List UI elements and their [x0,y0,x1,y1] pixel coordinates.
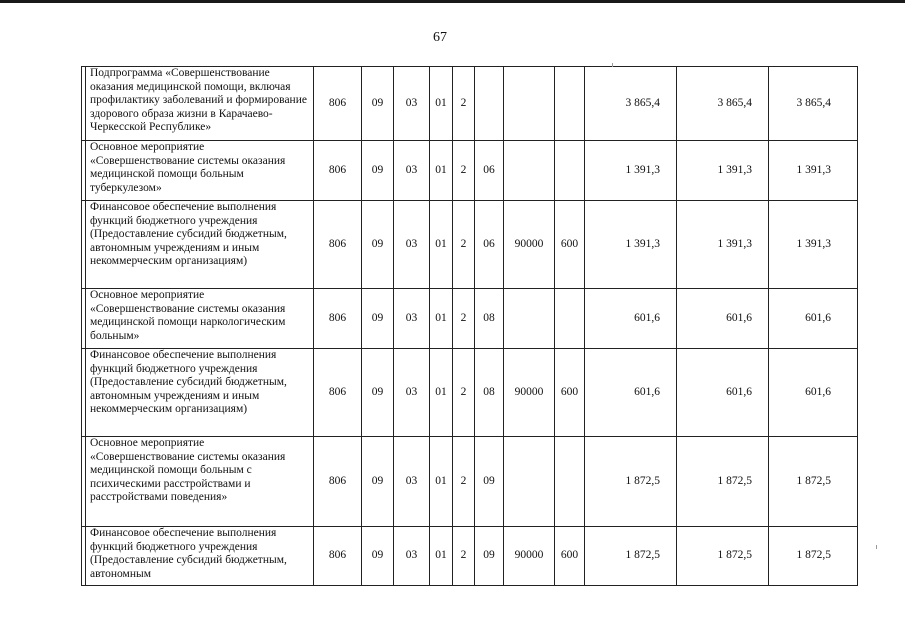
amount-year-3-cell: 1 872,5 [769,437,858,527]
page-number: 67 [433,30,447,45]
amount-year-3-cell: 601,6 [769,349,858,437]
program-code-cell: 01 [430,201,453,289]
amount-year-1-cell: 1 872,5 [585,437,677,527]
amount-year-2-cell: 1 391,3 [677,141,769,201]
ministry-code-cell: 806 [314,527,362,586]
item-name-cell: Финансовое обеспечение выполнения функций бюджетного учреждения (Предоставление субсидий бюджетным, автономным [86,527,314,586]
table-row [82,141,858,201]
table-row [82,349,858,437]
table-row [82,437,858,527]
subprogram-code-cell: 2 [453,67,475,141]
subsection-code-cell: 03 [394,437,430,527]
amount-year-2-cell: 1 872,5 [677,437,769,527]
amount-year-2-cell: 1 872,5 [677,527,769,586]
amount-year-1-cell: 601,6 [585,349,677,437]
direction-code-cell [504,437,555,527]
direction-code-cell: 90000 [504,349,555,437]
direction-code-cell [504,67,555,141]
amount-year-2-cell: 601,6 [677,289,769,349]
subsection-code-cell: 03 [394,527,430,586]
subprogram-code-cell: 2 [453,437,475,527]
amount-year-1-cell: 1 391,3 [585,201,677,289]
program-code-cell: 01 [430,141,453,201]
section-code-cell: 09 [362,141,394,201]
scan-speck [612,63,613,67]
item-name-cell: Финансовое обеспечение выполнения функций бюджетного учреждения (Предоставление субсидий бюджетным, автономным учреждениям и иным некоммерческим организациям) [86,201,314,289]
event-code-cell: 09 [475,527,504,586]
item-name-cell: Основное мероприятие «Совершенствование системы оказания медицинской помощи больным туберкулезом» [86,141,314,201]
event-code-cell: 06 [475,201,504,289]
event-code-cell [475,67,504,141]
table-row [82,201,858,289]
ministry-code-cell: 806 [314,141,362,201]
event-code-cell: 06 [475,141,504,201]
section-code-cell: 09 [362,349,394,437]
amount-year-2-cell: 1 391,3 [677,201,769,289]
amount-year-2-cell: 3 865,4 [677,67,769,141]
expense-type-cell: 600 [555,349,585,437]
subsection-code-cell: 03 [394,67,430,141]
amount-year-3-cell: 601,6 [769,289,858,349]
scan-top-edge [0,0,905,3]
event-code-cell: 09 [475,437,504,527]
section-code-cell: 09 [362,527,394,586]
direction-code-cell: 90000 [504,201,555,289]
program-code-cell: 01 [430,349,453,437]
subsection-code-cell: 03 [394,289,430,349]
ministry-code-cell: 806 [314,67,362,141]
amount-year-1-cell: 1 391,3 [585,141,677,201]
amount-year-1-cell: 3 865,4 [585,67,677,141]
subprogram-code-cell: 2 [453,141,475,201]
subsection-code-cell: 03 [394,349,430,437]
expense-type-cell [555,141,585,201]
expense-type-cell: 600 [555,201,585,289]
section-code-cell: 09 [362,67,394,141]
section-code-cell: 09 [362,437,394,527]
amount-year-3-cell: 1 391,3 [769,141,858,201]
ministry-code-cell: 806 [314,289,362,349]
subsection-code-cell: 03 [394,141,430,201]
expense-type-cell [555,67,585,141]
event-code-cell: 08 [475,349,504,437]
budget-table [81,66,858,586]
direction-code-cell [504,289,555,349]
section-code-cell: 09 [362,289,394,349]
program-code-cell: 01 [430,437,453,527]
table-row [82,289,858,349]
table-row [82,67,858,141]
amount-year-3-cell: 1 391,3 [769,201,858,289]
subprogram-code-cell: 2 [453,289,475,349]
item-name-cell: Финансовое обеспечение выполнения функций бюджетного учреждения (Предоставление субсидий бюджетным, автономным учреждениям и иным некоммерческим организациям) [86,349,314,437]
section-code-cell: 09 [362,201,394,289]
expense-type-cell [555,289,585,349]
amount-year-3-cell: 3 865,4 [769,67,858,141]
event-code-cell: 08 [475,289,504,349]
subprogram-code-cell: 2 [453,201,475,289]
subprogram-code-cell: 2 [453,527,475,586]
table-row [82,527,858,586]
amount-year-3-cell: 1 872,5 [769,527,858,586]
item-name-cell: Основное мероприятие «Совершенствование системы оказания медицинской помощи больным с психическими расстройствами и расстройствами поведения» [86,437,314,527]
program-code-cell: 01 [430,67,453,141]
amount-year-1-cell: 601,6 [585,289,677,349]
ministry-code-cell: 806 [314,349,362,437]
subsection-code-cell: 03 [394,201,430,289]
scan-speck [876,545,877,549]
direction-code-cell [504,141,555,201]
expense-type-cell: 600 [555,527,585,586]
direction-code-cell: 90000 [504,527,555,586]
program-code-cell: 01 [430,527,453,586]
ministry-code-cell: 806 [314,437,362,527]
subprogram-code-cell: 2 [453,349,475,437]
ministry-code-cell: 806 [314,201,362,289]
program-code-cell: 01 [430,289,453,349]
expense-type-cell [555,437,585,527]
amount-year-2-cell: 601,6 [677,349,769,437]
item-name-cell: Подпрограмма «Совершенствование оказания медицинской помощи, включая профилактику заболеваний и формирование здорового образа жизни в Карачаево-Черкесской Республике» [86,67,314,141]
amount-year-1-cell: 1 872,5 [585,527,677,586]
item-name-cell: Основное мероприятие «Совершенствование системы оказания медицинской помощи наркологическим больным» [86,289,314,349]
